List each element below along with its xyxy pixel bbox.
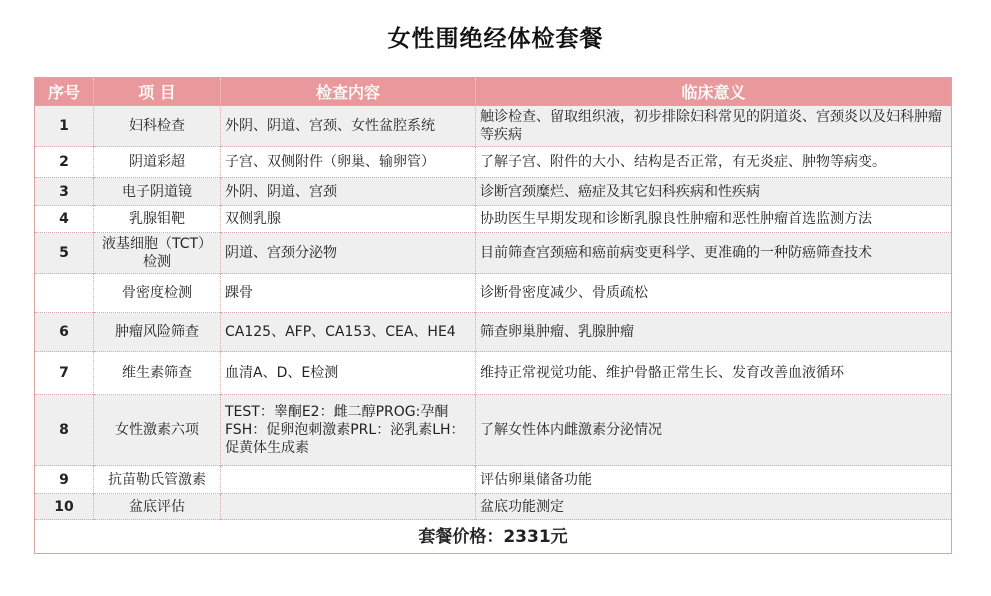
header-content: 检查内容	[221, 78, 476, 106]
table-row	[35, 106, 952, 147]
page-title: 女性围绝经体检套餐	[387, 26, 604, 52]
table-header-row	[35, 78, 952, 106]
row-meaning: 诊断宫颈糜烂、癌症及其它妇科疾病和性疾病	[476, 178, 952, 206]
table-row	[35, 313, 952, 352]
row-meaning: 筛查卵巢肿瘤、乳腺肿瘤	[476, 313, 952, 352]
table-row	[35, 352, 952, 395]
row-meaning: 评估卵巢储备功能	[476, 466, 952, 494]
package-table	[34, 77, 952, 554]
row-item: 女性激素六项	[94, 395, 221, 466]
row-item: 肿瘤风险筛查	[94, 313, 221, 352]
row-number: 7	[35, 352, 94, 395]
row-item: 维生素筛查	[94, 352, 221, 395]
header-number: 序号	[35, 78, 94, 106]
row-number: 6	[35, 313, 94, 352]
row-meaning: 维持正常视觉功能、维护骨骼正常生长、发育改善血液循环	[476, 352, 952, 395]
table-row	[35, 274, 952, 313]
table-row	[35, 233, 952, 274]
row-content: CA125、AFP、CA153、CEA、HE4	[221, 313, 476, 352]
table-row	[35, 494, 952, 520]
header-item: 项 目	[94, 78, 221, 106]
row-meaning: 目前筛查宫颈癌和癌前病变更科学、更准确的一种防癌筛查技术	[476, 233, 952, 274]
header-meaning: 临床意义	[476, 78, 952, 106]
table-row	[35, 466, 952, 494]
table-row	[35, 178, 952, 206]
row-item: 妇科检查	[94, 106, 221, 147]
row-item: 乳腺钼靶	[94, 206, 221, 233]
table-row	[35, 206, 952, 233]
row-content: 血清A、D、E检测	[221, 352, 476, 395]
package-price: 套餐价格：2331元	[35, 520, 952, 554]
row-content	[221, 466, 476, 494]
row-content: 外阴、阴道、宫颈、女性盆腔系统	[221, 106, 476, 147]
row-content: TEST：睾酮E2：雌二醇PROG:孕酮FSH：促卵泡刺激素PRL：泌乳素LH：促黄体生成素	[221, 395, 476, 466]
row-item: 电子阴道镜	[94, 178, 221, 206]
row-meaning: 触诊检查、留取组织液，初步排除妇科常见的阴道炎、宫颈炎以及妇科肿瘤等疾病	[476, 106, 952, 147]
row-number: 4	[35, 206, 94, 233]
row-content: 双侧乳腺	[221, 206, 476, 233]
row-item: 盆底评估	[94, 494, 221, 520]
table-row	[35, 147, 952, 178]
row-number: 2	[35, 147, 94, 178]
row-item: 抗苗勒氏管激素	[94, 466, 221, 494]
row-number: 5	[35, 233, 94, 274]
row-content: 阴道、宫颈分泌物	[221, 233, 476, 274]
row-meaning: 了解女性体内雌激素分泌情况	[476, 395, 952, 466]
row-content: 外阴、阴道、宫颈	[221, 178, 476, 206]
row-number	[35, 274, 94, 313]
row-meaning: 了解子宫、附件的大小、结构是否正常，有无炎症、肿物等病变。	[476, 147, 952, 178]
table-row	[35, 395, 952, 466]
row-content	[221, 494, 476, 520]
row-number: 10	[35, 494, 94, 520]
row-number: 9	[35, 466, 94, 494]
row-number: 8	[35, 395, 94, 466]
row-content: 子宫、双侧附件（卵巢、输卵管）	[221, 147, 476, 178]
row-item: 液基细胞（TCT）检测	[94, 233, 221, 274]
row-item: 阴道彩超	[94, 147, 221, 178]
row-item: 骨密度检测	[94, 274, 221, 313]
row-number: 1	[35, 106, 94, 147]
row-number: 3	[35, 178, 94, 206]
price-row	[35, 520, 952, 554]
row-meaning: 盆底功能测定	[476, 494, 952, 520]
row-content: 踝骨	[221, 274, 476, 313]
row-meaning: 协助医生早期发现和诊断乳腺良性肿瘤和恶性肿瘤首选监测方法	[476, 206, 952, 233]
row-meaning: 诊断骨密度减少、骨质疏松	[476, 274, 952, 313]
